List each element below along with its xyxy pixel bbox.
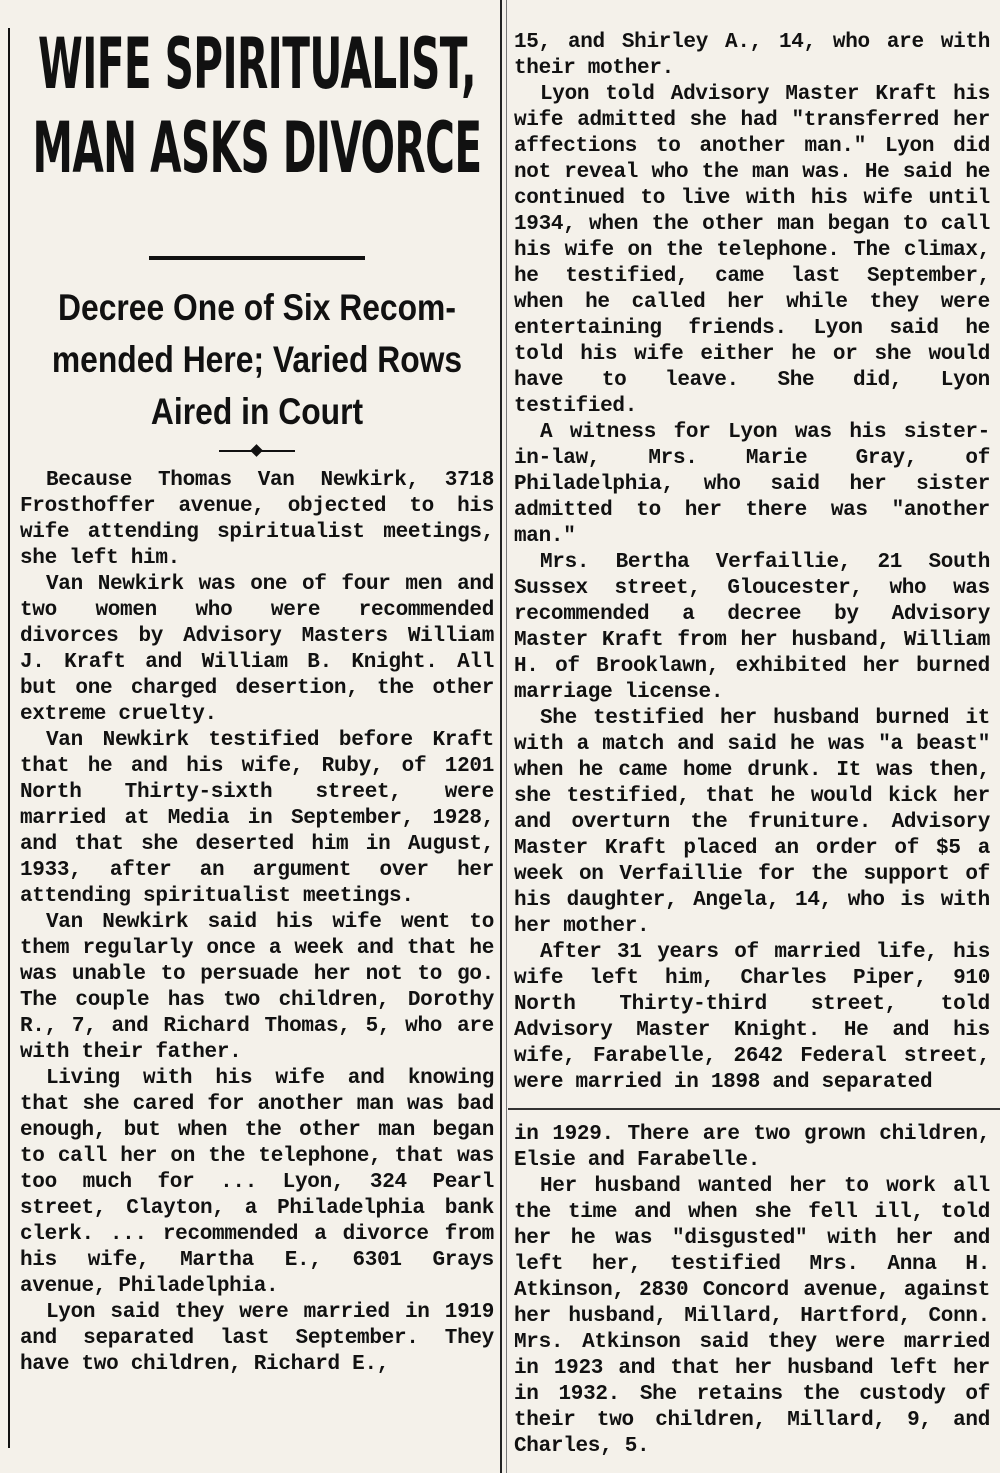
subhead-line-3: Aired in Court [150,391,364,432]
headline-rule [149,256,365,260]
column-break-rule [508,1108,1000,1110]
paragraph: Van Newkirk was one of four men and two women who were recommended divorces by Advisory Masters William J. Kraft and William B. Knight. All but one charged desertion, the other extreme cruelty. [20,573,494,726]
column-divider [500,0,502,1473]
article-body-column-2-top [514,30,990,1096]
column-1 [20,22,494,1378]
paragraph: Because Thomas Van Newkirk, 3718 Frosthoffer avenue, objected to his wife attending spiritualist meetings, she left him. [20,469,494,570]
paragraph: Van Newkirk testified before Kraft that he and his wife, Ruby, of 1201 North Thirty-sixth street, were married at Media in September, 1928, and that she deserted him in August, 1933, after an argument over her attending spiritualist meetings. [20,729,494,908]
paragraph-continued: in 1929. There are two grown children, Elsie and Farabelle. [514,1123,990,1172]
paragraph: Living with his wife and knowing that she cared for another man was bad enough, but when the other man began to call her on the telephone, that was too much for ... Lyon, 324 Pearl street, Clayton, a Philadelphia bank clerk. ... recommended a divorce from his wife, Martha E., 6301 Grays avenue, Philadelphia. [20,1067,494,1298]
left-border-rule [8,28,10,1448]
subhead-line-1: Decree One of Six Recom- [58,287,456,328]
article-body-column-2-bottom [514,1122,990,1460]
paragraph: Mrs. Bertha Verfaillie, 21 South Sussex street, Gloucester, who was recommended a decree by Advisory Master Kraft from her husband, William H. of Brooklawn, exhibited her burned marriage license. [514,551,990,704]
dash-ornament [219,446,295,456]
paragraph: Lyon told Advisory Master Kraft his wife admitted she had "transferred her affections to another man." Lyon did not reveal who the man was. He said he continued to live with his wife until 1934, when the other man began to call his wife on the telephone. The climax, he testified, came last September, when he called her while they were entertaining friends. Lyon said he told his wife either he or she would have to leave. She did, Lyon testified. [514,83,990,418]
paragraph: A witness for Lyon was his sister-in-law, Mrs. Marie Gray, of Philadelphia, who said her sister admitted to her there was "another man." [514,421,990,548]
column-divider-thin [506,0,507,1473]
subhead-line-2: mended Here; Varied Rows [51,339,463,380]
headline-line-1: WIFE SPIRITUALIST, [38,23,476,105]
headline [19,22,495,242]
article-body-column-1 [20,468,494,1378]
paragraph: Lyon said they were married in 1919 and separated last September. They have two children, Richard E., [20,1301,494,1376]
paragraph-continued: 15, and Shirley A., 14, who are with their mother. [514,31,990,80]
subheadline [25,282,489,438]
paragraph: After 31 years of married life, his wife left him, Charles Piper, 910 North Thirty-third street, told Advisory Master Knight. He and his wife, Farabelle, 2642 Federal street, were married in 1898 and separated [514,941,990,1094]
paragraph: Van Newkirk said his wife went to them regularly once a week and that he was unable to persuade her not to go. The couple has two children, Dorothy R., 7, and Richard Thomas, 5, who are with their father. [20,911,494,1064]
paragraph: She testified her husband burned it with a match and said he was "a beast" when he came home drunk. It was then, she testified, that he would kick her and overturn the fruniture. Advisory Master Kraft placed an order of $5 a week on Verfaillie for the support of his daughter, Angela, 14, who is with her mother. [514,707,990,938]
paragraph: Her husband wanted her to work all the time and when she fell ill, told her he was "disgusted" with her and left her, testified Mrs. Anna H. Atkinson, 2830 Concord avenue, against her husband, Millard, Hartford, Conn. Mrs. Atkinson said they were married in 1923 and that her husband left her in 1932. She retains the custody of their two children, Millard, 9, and Charles, 5. [514,1175,990,1458]
headline-line-2: MAN ASKS DIVORCE [32,107,482,189]
